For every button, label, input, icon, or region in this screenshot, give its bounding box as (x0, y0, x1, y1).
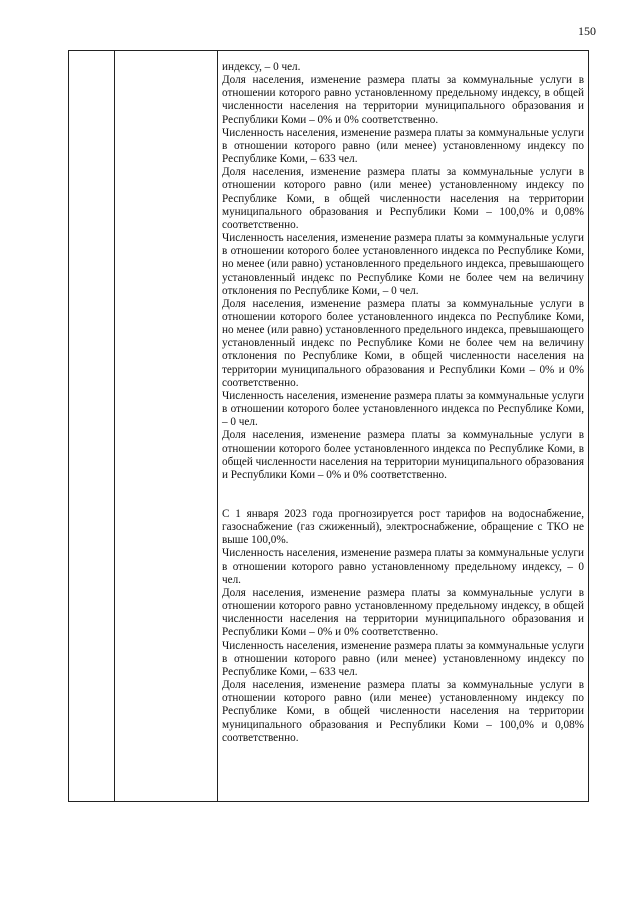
paragraph-share-equal-index-2023: Доля населения, изменение размера платы за коммунальные услуги в отношении которого равно (или менее) установленному индексу по Республике Коми, в общей численности населения на территории муниципального образования и Республики Коми – 100,0% и 0,08% соответственно. (222, 679, 584, 744)
table-row (69, 51, 589, 802)
paragraph-share-equal-limit: Доля населения, изменение размера платы за коммунальные услуги в отношении которого равно установленному предельному индексу, в общей численности населения на территории муниципального образования и Республики Коми – 0% и 0% соответственно. (222, 74, 584, 126)
document-table (68, 50, 589, 802)
paragraph-share-equal-index: Доля населения, изменение размера платы за коммунальные услуги в отношении которого равно (или менее) установленному индексу по Республике Коми, в общей численности населения на территории муниципального образования и Республики Коми – 100,0% и 0,08% соответственно. (222, 166, 584, 231)
paragraph-count-above-index-within-deviation: Численность населения, изменение размера платы за коммунальные услуги в отношении которого более установленного индекса по Республике Коми, но менее (или равно) установленного предельного индекса, превышающего установленный индекс по Республике Коми не более чем на величину отклонения по Республике Коми, – 0 чел. (222, 232, 584, 297)
page-number: 150 (578, 24, 596, 38)
paragraph-share-above-index: Доля населения, изменение размера платы за коммунальные услуги в отношении которого более установленного индекса по Республике Коми, в общей численности населения на территории муниципального образования и Республики Коми – 0% и 0% соответственно. (222, 429, 584, 481)
paragraph-count-equal-index-2023: Численность населения, изменение размера платы за коммунальные услуги в отношении которого равно (или менее) установленному индексу по Республике Коми, – 633 чел. (222, 639, 584, 678)
paragraph-count-above-index: Численность населения, изменение размера платы за коммунальные услуги в отношении которого более установленного индекса по Республике Коми, – 0 чел. (222, 389, 584, 429)
paragraph-gap (222, 495, 584, 508)
table-cell-indicator (115, 51, 218, 802)
paragraph-count-equal-index: Численность населения, изменение размера платы за коммунальные услуги в отношении которого равно (или менее) установленному индексу по Республике Коми, – 633 чел. (222, 126, 584, 166)
paragraph-forecast-2023: С 1 января 2023 года прогнозируется рост тарифов на водоснабжение, газоснабжение (газ сжиженный), электроснабжение, обращение с ТКО не выше 100,0%. (222, 508, 584, 547)
table-cell-number (69, 51, 115, 802)
paragraph-continuation: индексу, – 0 чел. (222, 61, 301, 73)
paragraph-share-above-index-within-deviation: Доля населения, изменение размера платы за коммунальные услуги в отношении которого более установленного индекса по Республике Коми, но менее (или равно) установленного предельного индекса, превышающего установленный индекс по Республике Коми не более чем на величину отклонения по Республике Коми, в общей численности населения на территории муниципального образования и Республики Коми – 0% и 0% соответственно. (222, 297, 584, 389)
paragraph-share-equal-limit-2023: Доля населения, изменение размера платы за коммунальные услуги в отношении которого равно установленному предельному индексу, в общей численности населения на территории муниципального образования и Республики Коми – 0% и 0% соответственно. (222, 586, 584, 639)
paragraph-gap (222, 482, 584, 495)
paragraph-count-equal-limit-2023: Численность населения, изменение размера платы за коммунальные услуги в отношении которого равно установленному предельному индексу, – 0 чел. (222, 547, 584, 586)
table-cell-content (218, 51, 589, 802)
